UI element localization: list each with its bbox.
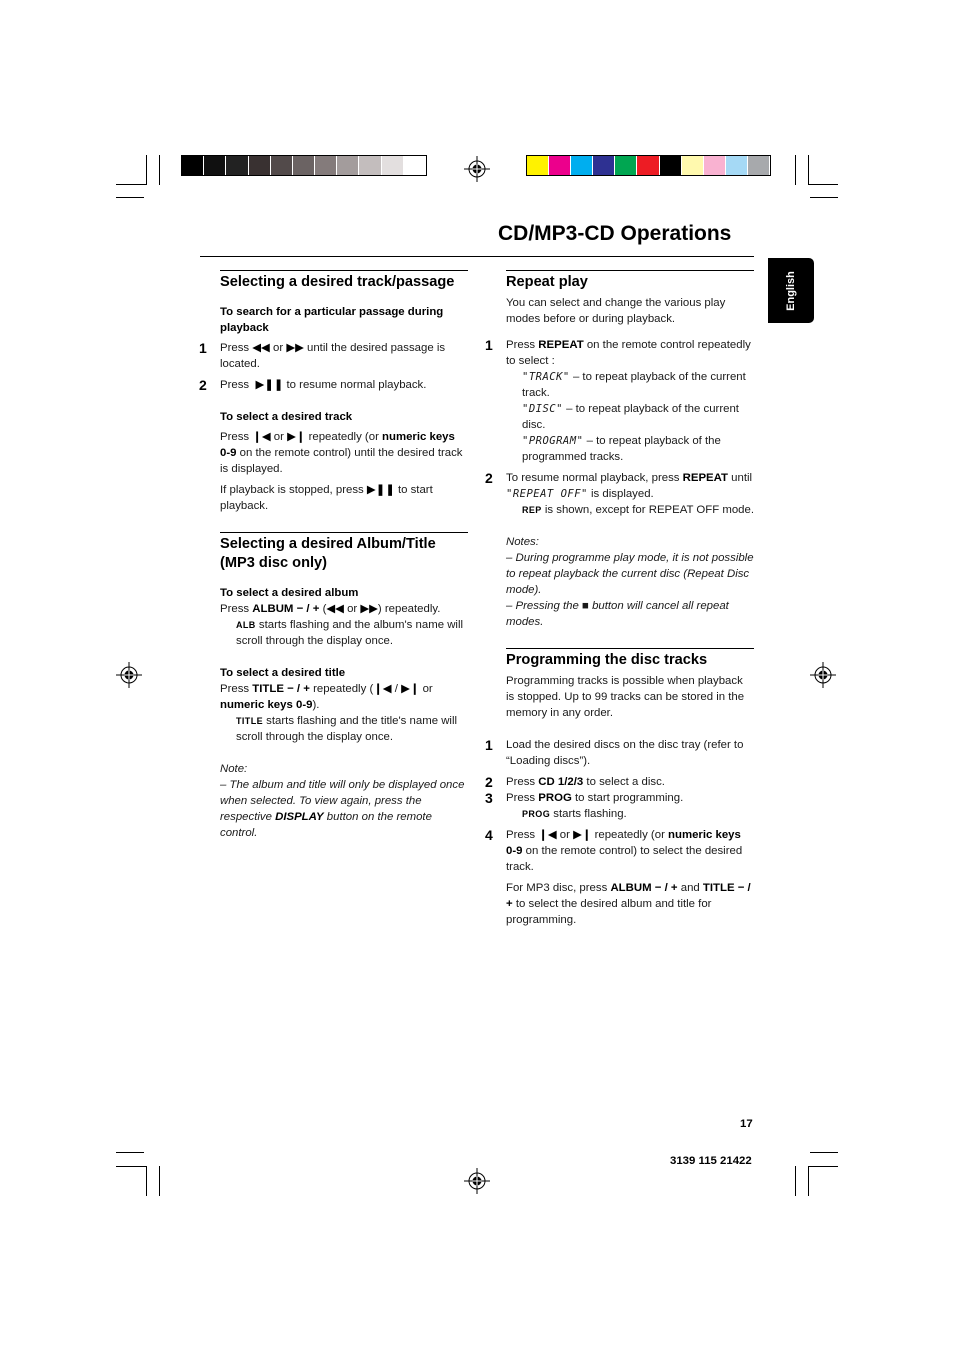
next-icon: ▶❙ (401, 683, 420, 695)
title-rule (200, 256, 754, 257)
note-text: – The album and title will only be displayed once when selected. To view again, press the respective DISPLAY button on the remote control. (220, 779, 465, 839)
note-text: – During programme play mode, it is not possible to repeat playback the current disc (Repeat Disc mode). (506, 552, 754, 596)
next-icon: ▶❙ (287, 431, 306, 443)
paragraph: Press ❙◀ or ▶❙ repeatedly (or numeric keys 0-9 on the remote control) until the desired track is displayed. (220, 431, 463, 475)
step: 2 Press CD 1/2/3 to select a disc. (485, 774, 665, 790)
section-heading: Selecting a desired track/passage (220, 270, 468, 292)
step: 1 Press ◀◀ or ▶▶ until the desired passage is located. (199, 340, 446, 370)
previous-icon: ❙◀ (538, 829, 557, 841)
paragraph: ALB starts flashing and the album's name will scroll through the display once. (236, 619, 464, 647)
minus-plus-icon: − / + (296, 603, 320, 615)
section-heading: Programming the disc tracks (506, 648, 754, 670)
play-pause-icon: ▶❚❚ (366, 484, 395, 496)
color-swatch (337, 156, 358, 175)
subheading: To select a desired title (220, 667, 346, 679)
registration-mark-icon (116, 662, 142, 688)
note-text: – Pressing the ■ button will cancel all repeat modes. (506, 600, 729, 628)
color-swatch (748, 156, 769, 175)
paragraph: For MP3 disc, press ALBUM − / + and TITLE − / + to select the desired album and title for programming. (506, 882, 751, 926)
registration-mark-icon (810, 662, 836, 688)
play-pause-icon: ▶❚❚ (255, 379, 284, 391)
color-swatch (249, 156, 270, 175)
right-column (485, 270, 755, 928)
paragraph: Programming tracks is possible when playback is stopped. Up to 99 tracks can be stored in the memory in any order. (506, 675, 745, 719)
minus-plus-icon: − / + (654, 882, 678, 894)
color-swatch (527, 156, 548, 175)
paragraph: Press ALBUM − / + (◀◀ or ▶▶) repeatedly. (220, 603, 441, 615)
color-swatch (382, 156, 403, 175)
page-title: CD/MP3-CD Operations (498, 222, 732, 245)
fast-forward-icon: ▶▶ (286, 342, 304, 354)
minus-plus-icon: − / + (506, 882, 751, 910)
notes-label: Notes: (506, 536, 539, 548)
rewind-icon: ◀◀ (252, 342, 270, 354)
color-swatch (404, 156, 425, 175)
color-swatch (549, 156, 570, 175)
registration-mark-icon (464, 156, 490, 182)
fast-forward-icon: ▶▶ (360, 603, 378, 615)
color-swatch (271, 156, 292, 175)
registration-mark-icon (464, 1168, 490, 1194)
subheading: To select a desired album (220, 587, 359, 599)
color-swatch (315, 156, 336, 175)
color-swatch (226, 156, 247, 175)
previous-icon: ❙◀ (252, 431, 271, 443)
color-swatch (660, 156, 681, 175)
rewind-icon: ◀◀ (326, 603, 344, 615)
step: 2 To resume normal playback, press REPEAT until "REPEAT OFF" is displayed. REP is shown, except for REPEAT OFF mode. (485, 470, 755, 516)
color-swatch (726, 156, 747, 175)
paragraph: TITLE starts flashing and the title's name will scroll through the display once. (236, 715, 458, 743)
section-heading: Selecting a desired Album/Title (MP3 disc only) (220, 532, 468, 573)
paragraph: If playback is stopped, press ▶❚❚ to start playback. (220, 484, 433, 512)
page-number: 17 (740, 1118, 753, 1130)
subheading: To search for a particular passage during playback (220, 306, 444, 334)
language-tab: English (768, 258, 814, 323)
paragraph: Press TITLE − / + repeatedly (❙◀ / ▶❙ or numeric keys 0-9). (220, 683, 433, 711)
paragraph: You can select and change the various play modes before or during playback. (506, 297, 726, 325)
minus-plus-icon: − / + (287, 683, 310, 695)
next-icon: ▶❙ (573, 829, 592, 841)
color-swatch (704, 156, 725, 175)
step: 4 Press ❙◀ or ▶❙ repeatedly (or numeric keys 0-9 on the remote control) to select the desired track. (485, 827, 743, 873)
step: 1 Load the desired discs on the disc tray (refer to “Loading discs”). (485, 737, 744, 767)
subheading: To select a desired track (220, 411, 353, 423)
previous-icon: ❙◀ (373, 683, 392, 695)
stop-icon: ■ (582, 600, 589, 612)
step: 2 Press ▶❚❚ to resume normal playback. (199, 377, 427, 393)
color-swatch (359, 156, 380, 175)
color-swatch (615, 156, 636, 175)
left-column (199, 270, 468, 841)
color-bar (526, 155, 771, 176)
step: 3 Press PROG to start programming. PROG starts flashing. (485, 790, 684, 820)
color-swatch (593, 156, 614, 175)
color-swatch (571, 156, 592, 175)
color-swatch (293, 156, 314, 175)
section-heading: Repeat play (506, 270, 754, 292)
color-swatch (182, 156, 203, 175)
grayscale-bar (181, 155, 427, 176)
note-label: Note: (220, 763, 248, 775)
color-swatch (637, 156, 658, 175)
color-swatch (682, 156, 703, 175)
color-swatch (204, 156, 225, 175)
step: 1 Press REPEAT on the remote control repeatedly to select : "TRACK" – to repeat playback of the current track. "DISC" – to repeat playback of the current disc. "PROGRAM" – to repeat playback of the programmed tracks. (485, 337, 751, 463)
document-code: 3139 115 21422 (670, 1155, 752, 1167)
